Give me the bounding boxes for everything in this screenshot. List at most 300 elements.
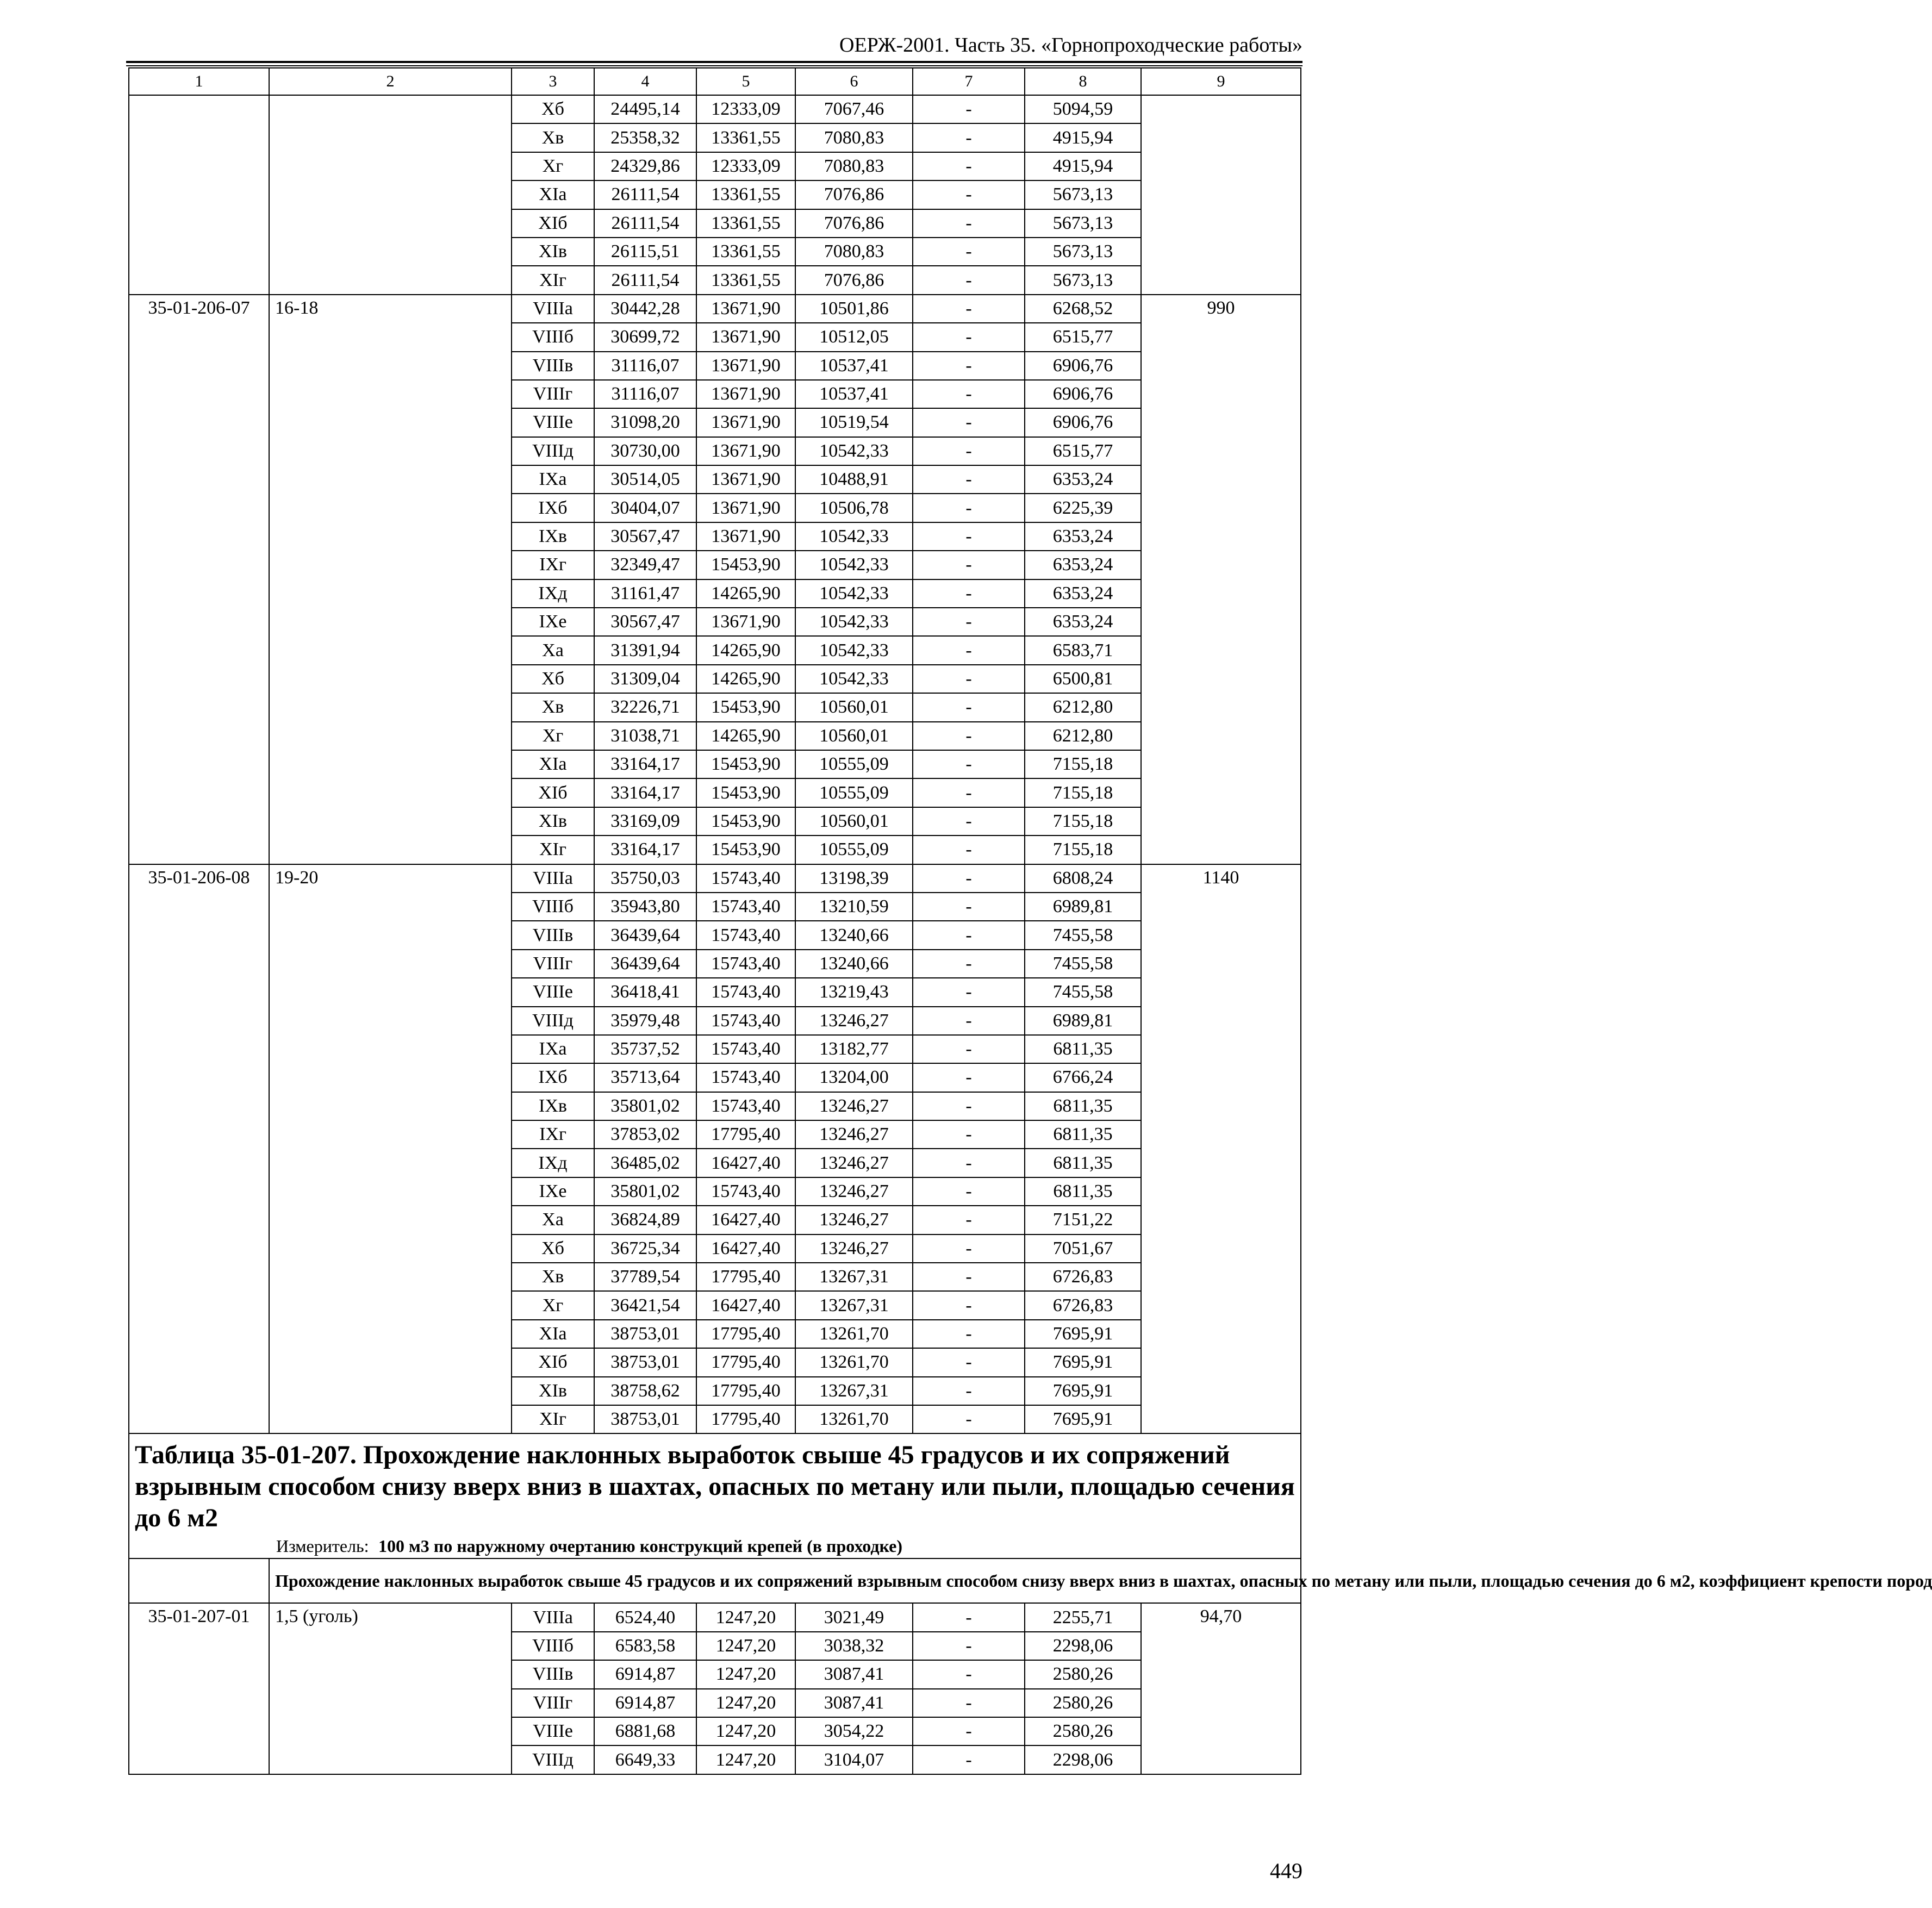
section-title-row [129,1433,1301,1558]
machine-cost-cell: 7080,83 [795,152,913,180]
driver-pay-cell: - [913,1063,1025,1092]
total-cost-cell: 33164,17 [594,778,696,807]
category-cell: ХIв [512,1377,594,1405]
labor-cost-cell: 13671,90 [696,522,795,551]
driver-pay-cell: - [913,579,1025,608]
materials-cost-cell: 6811,35 [1025,1035,1141,1063]
column-number-cell: 5 [696,68,795,95]
machine-cost-cell: 10519,54 [795,408,913,437]
category-cell: VIIIв [512,921,594,949]
hardness-cell: 19-20 [269,864,512,1434]
machine-cost-cell: 10542,33 [795,522,913,551]
column-number-cell: 9 [1141,68,1301,95]
machine-cost-cell: 7080,83 [795,238,913,266]
driver-pay-cell: - [913,1320,1025,1348]
labor-hours-cell: 990 [1141,295,1301,864]
total-cost-cell: 33164,17 [594,835,696,864]
materials-cost-cell: 7155,18 [1025,778,1141,807]
materials-cost-cell: 5094,59 [1025,95,1141,123]
machine-cost-cell: 10537,41 [795,352,913,380]
materials-cost-cell: 6515,77 [1025,437,1141,465]
machine-cost-cell: 10555,09 [795,778,913,807]
labor-cost-cell: 15453,90 [696,835,795,864]
materials-cost-cell: 6212,80 [1025,722,1141,750]
total-cost-cell: 37853,02 [594,1120,696,1149]
materials-cost-cell: 2298,06 [1025,1745,1141,1774]
driver-pay-cell: - [913,1120,1025,1149]
materials-cost-cell: 5673,13 [1025,180,1141,209]
driver-pay-cell: - [913,1263,1025,1291]
driver-pay-cell: - [913,123,1025,152]
driver-pay-cell: - [913,1206,1025,1234]
category-cell: VIIIд [512,1007,594,1035]
category-cell: ХIв [512,238,594,266]
materials-cost-cell: 7695,91 [1025,1377,1141,1405]
labor-cost-cell: 15743,40 [696,1092,795,1120]
total-cost-cell: 31309,04 [594,665,696,693]
table-row [129,95,1301,123]
category-cell: VIIIе [512,1717,594,1745]
total-cost-cell: 32349,47 [594,551,696,579]
category-cell: VIIIд [512,1745,594,1774]
total-cost-cell: 36439,64 [594,950,696,978]
category-cell: Хв [512,693,594,721]
total-cost-cell: 31038,71 [594,722,696,750]
category-cell: VIIIе [512,408,594,437]
labor-cost-cell: 17795,40 [696,1348,795,1376]
column-number-cell: 4 [594,68,696,95]
materials-cost-cell: 6500,81 [1025,665,1141,693]
total-cost-cell: 35737,52 [594,1035,696,1063]
total-cost-cell: 33164,17 [594,750,696,778]
machine-cost-cell: 13198,39 [795,864,913,893]
total-cost-cell: 35750,03 [594,864,696,893]
machine-cost-cell: 13240,66 [795,950,913,978]
category-cell: IХа [512,465,594,494]
total-cost-cell: 6649,33 [594,1745,696,1774]
materials-cost-cell: 6726,83 [1025,1291,1141,1319]
labor-cost-cell: 15743,40 [696,950,795,978]
driver-pay-cell: - [913,1348,1025,1376]
total-cost-cell: 36485,02 [594,1149,696,1177]
category-cell: ХIб [512,209,594,238]
labor-cost-cell: 14265,90 [696,636,795,664]
materials-cost-cell: 7695,91 [1025,1320,1141,1348]
labor-cost-cell: 14265,90 [696,665,795,693]
driver-pay-cell: - [913,921,1025,949]
materials-cost-cell: 7151,22 [1025,1206,1141,1234]
labor-cost-cell: 16427,40 [696,1149,795,1177]
category-cell: IХб [512,1063,594,1092]
total-cost-cell: 30567,47 [594,608,696,636]
category-cell: IХг [512,1120,594,1149]
labor-cost-cell: 13671,90 [696,408,795,437]
category-cell: ХIб [512,1348,594,1376]
materials-cost-cell: 6811,35 [1025,1149,1141,1177]
driver-pay-cell: - [913,1035,1025,1063]
machine-cost-cell: 13240,66 [795,921,913,949]
column-number-row [129,68,1301,95]
materials-cost-cell: 6906,76 [1025,408,1141,437]
materials-cost-cell: 7455,58 [1025,921,1141,949]
machine-cost-cell: 13246,27 [795,1177,913,1206]
category-cell: VIIIа [512,1603,594,1631]
machine-cost-cell: 10506,78 [795,494,913,522]
driver-pay-cell: - [913,1149,1025,1177]
machine-cost-cell: 10542,33 [795,437,913,465]
column-number-cell: 3 [512,68,594,95]
materials-cost-cell: 6212,80 [1025,693,1141,721]
machine-cost-cell: 13246,27 [795,1206,913,1234]
labor-cost-cell: 15743,40 [696,978,795,1006]
machine-cost-cell: 10537,41 [795,380,913,408]
total-cost-cell: 38753,01 [594,1405,696,1433]
total-cost-cell: 36421,54 [594,1291,696,1319]
labor-cost-cell: 15743,40 [696,864,795,893]
column-number-cell: 2 [269,68,512,95]
driver-pay-cell: - [913,1291,1025,1319]
materials-cost-cell: 2298,06 [1025,1632,1141,1660]
category-cell: ХIа [512,180,594,209]
category-cell: Хг [512,722,594,750]
labor-cost-cell: 15743,40 [696,1035,795,1063]
total-cost-cell: 26111,54 [594,266,696,294]
table-row [129,295,1301,323]
machine-cost-cell: 13204,00 [795,1063,913,1092]
labor-cost-cell: 17795,40 [696,1263,795,1291]
total-cost-cell: 31161,47 [594,579,696,608]
machine-cost-cell: 13261,70 [795,1348,913,1376]
materials-cost-cell: 7455,58 [1025,950,1141,978]
machine-cost-cell: 10542,33 [795,665,913,693]
machine-cost-cell: 13246,27 [795,1007,913,1035]
machine-cost-cell: 3021,49 [795,1603,913,1631]
machine-cost-cell: 13267,31 [795,1291,913,1319]
category-cell: VIIIв [512,352,594,380]
total-cost-cell: 6914,87 [594,1660,696,1688]
labor-hours-cell: 1140 [1141,864,1301,1434]
labor-cost-cell: 17795,40 [696,1405,795,1433]
materials-cost-cell: 6268,52 [1025,295,1141,323]
labor-cost-cell: 13361,55 [696,123,795,152]
total-cost-cell: 36824,89 [594,1206,696,1234]
total-cost-cell: 26111,54 [594,180,696,209]
labor-cost-cell: 15453,90 [696,693,795,721]
category-cell: IХа [512,1035,594,1063]
labor-cost-cell: 15453,90 [696,807,795,835]
total-cost-cell: 6524,40 [594,1603,696,1631]
machine-cost-cell: 7076,86 [795,266,913,294]
driver-pay-cell: - [913,750,1025,778]
section-title-cell [129,1433,1301,1558]
driver-pay-cell: - [913,1632,1025,1660]
materials-cost-cell: 7155,18 [1025,750,1141,778]
total-cost-cell: 30699,72 [594,323,696,351]
column-number-cell: 1 [129,68,269,95]
category-cell: VIIIг [512,950,594,978]
hardness-cell: 16-18 [269,295,512,864]
category-cell: IХв [512,1092,594,1120]
machine-cost-cell: 13246,27 [795,1149,913,1177]
total-cost-cell: 38753,01 [594,1348,696,1376]
machine-cost-cell: 10542,33 [795,608,913,636]
driver-pay-cell: - [913,1007,1025,1035]
total-cost-cell: 26115,51 [594,238,696,266]
driver-pay-cell: - [913,807,1025,835]
machine-cost-cell: 7076,86 [795,180,913,209]
total-cost-cell: 30514,05 [594,465,696,494]
driver-pay-cell: - [913,522,1025,551]
category-cell: Хб [512,1234,594,1263]
driver-pay-cell: - [913,950,1025,978]
driver-pay-cell: - [913,380,1025,408]
labor-cost-cell: 13361,55 [696,238,795,266]
category-cell: Хг [512,152,594,180]
total-cost-cell: 24329,86 [594,152,696,180]
total-cost-cell: 30404,07 [594,494,696,522]
category-cell: ХIб [512,778,594,807]
driver-pay-cell: - [913,864,1025,893]
page-number: 449 [1270,1859,1302,1883]
labor-hours-cell [1141,95,1301,295]
materials-cost-cell: 6353,24 [1025,522,1141,551]
driver-pay-cell: - [913,1660,1025,1688]
category-cell: ХIа [512,1320,594,1348]
labor-cost-cell: 15743,40 [696,1063,795,1092]
driver-pay-cell: - [913,636,1025,664]
driver-pay-cell: - [913,295,1025,323]
labor-cost-cell: 15743,40 [696,1007,795,1035]
materials-cost-cell: 6811,35 [1025,1177,1141,1206]
machine-cost-cell: 3087,41 [795,1660,913,1688]
materials-cost-cell: 6225,39 [1025,494,1141,522]
materials-cost-cell: 6353,24 [1025,551,1141,579]
column-number-cell: 6 [795,68,913,95]
driver-pay-cell: - [913,352,1025,380]
labor-cost-cell: 13671,90 [696,608,795,636]
materials-cost-cell: 6989,81 [1025,893,1141,921]
materials-cost-cell: 4915,94 [1025,123,1141,152]
total-cost-cell: 26111,54 [594,209,696,238]
materials-cost-cell: 7051,67 [1025,1234,1141,1263]
category-cell: VIIIе [512,978,594,1006]
materials-cost-cell: 7155,18 [1025,835,1141,864]
driver-pay-cell: - [913,722,1025,750]
machine-cost-cell: 13219,43 [795,978,913,1006]
code-cell [129,95,269,295]
materials-cost-cell: 5673,13 [1025,209,1141,238]
total-cost-cell: 36725,34 [594,1234,696,1263]
category-cell: VIIIд [512,437,594,465]
category-cell: IХе [512,608,594,636]
driver-pay-cell: - [913,95,1025,123]
total-cost-cell: 38758,62 [594,1377,696,1405]
total-cost-cell: 6914,87 [594,1689,696,1717]
category-cell: VIIIа [512,864,594,893]
price-table [128,67,1932,1775]
category-cell: Ха [512,1206,594,1234]
labor-cost-cell: 1247,20 [696,1632,795,1660]
category-cell: VIIIг [512,1689,594,1717]
category-cell: ХIв [512,807,594,835]
total-cost-cell: 38753,01 [594,1320,696,1348]
materials-cost-cell: 6906,76 [1025,380,1141,408]
driver-pay-cell: - [913,835,1025,864]
materials-cost-cell: 6989,81 [1025,1007,1141,1035]
column-number-cell: 7 [913,68,1025,95]
description-cell: Прохождение наклонных выработок свыше 45 градусов и их сопряжений взрывным способом снизу вверх вниз в шахтах, опасных по метану или пыли, площадью сечения до 6 м2, коэффициент крепости пород [269,1558,1301,1603]
total-cost-cell: 31098,20 [594,408,696,437]
machine-cost-cell: 10555,09 [795,750,913,778]
labor-hours-cell: 94,70 [1141,1603,1301,1774]
total-cost-cell: 32226,71 [594,693,696,721]
labor-cost-cell: 16427,40 [696,1234,795,1263]
driver-pay-cell: - [913,465,1025,494]
machine-cost-cell: 7080,83 [795,123,913,152]
measure-value: 100 м3 по наружному очертанию конструкций крепей (в проходке) [378,1536,903,1556]
total-cost-cell: 35943,80 [594,893,696,921]
machine-cost-cell: 13210,59 [795,893,913,921]
driver-pay-cell: - [913,1177,1025,1206]
driver-pay-cell: - [913,152,1025,180]
materials-cost-cell: 7155,18 [1025,807,1141,835]
labor-cost-cell: 13671,90 [696,352,795,380]
code-cell: 35-01-207-01 [129,1603,269,1774]
machine-cost-cell: 10555,09 [795,835,913,864]
machine-cost-cell: 13267,31 [795,1377,913,1405]
measure-label: Измеритель: [276,1536,369,1556]
header-rule-thin [126,65,1302,66]
driver-pay-cell: - [913,1603,1025,1631]
labor-cost-cell: 17795,40 [696,1320,795,1348]
driver-pay-cell: - [913,437,1025,465]
materials-cost-cell: 6766,24 [1025,1063,1141,1092]
labor-cost-cell: 1247,20 [696,1660,795,1688]
total-cost-cell: 36418,41 [594,978,696,1006]
driver-pay-cell: - [913,978,1025,1006]
machine-cost-cell: 10512,05 [795,323,913,351]
driver-pay-cell: - [913,238,1025,266]
driver-pay-cell: - [913,551,1025,579]
total-cost-cell: 31116,07 [594,380,696,408]
total-cost-cell: 30567,47 [594,522,696,551]
materials-cost-cell: 6811,35 [1025,1092,1141,1120]
total-cost-cell: 6881,68 [594,1717,696,1745]
category-cell: Ха [512,636,594,664]
machine-cost-cell: 13246,27 [795,1234,913,1263]
materials-cost-cell: 5673,13 [1025,266,1141,294]
labor-cost-cell: 13361,55 [696,180,795,209]
machine-cost-cell: 13267,31 [795,1263,913,1291]
materials-cost-cell: 6353,24 [1025,608,1141,636]
labor-cost-cell: 14265,90 [696,722,795,750]
labor-cost-cell: 15453,90 [696,551,795,579]
labor-cost-cell: 13361,55 [696,209,795,238]
driver-pay-cell: - [913,1234,1025,1263]
driver-pay-cell: - [913,209,1025,238]
driver-pay-cell: - [913,665,1025,693]
total-cost-cell: 35979,48 [594,1007,696,1035]
machine-cost-cell: 13182,77 [795,1035,913,1063]
driver-pay-cell: - [913,180,1025,209]
machine-cost-cell: 7067,46 [795,95,913,123]
hardness-cell: 1,5 (уголь) [269,1603,512,1774]
total-cost-cell: 35801,02 [594,1177,696,1206]
labor-cost-cell: 13671,90 [696,323,795,351]
driver-pay-cell: - [913,1689,1025,1717]
category-cell: IХд [512,1149,594,1177]
machine-cost-cell: 3054,22 [795,1717,913,1745]
driver-pay-cell: - [913,693,1025,721]
category-cell: IХв [512,522,594,551]
materials-cost-cell: 2580,26 [1025,1717,1141,1745]
labor-cost-cell: 17795,40 [696,1377,795,1405]
driver-pay-cell: - [913,1405,1025,1433]
category-cell: IХе [512,1177,594,1206]
materials-cost-cell: 6515,77 [1025,323,1141,351]
page-header: ОЕРЖ-2001. Часть 35. «Горнопроходческие работы» [839,34,1302,57]
category-cell: ХIг [512,835,594,864]
total-cost-cell: 30442,28 [594,295,696,323]
total-cost-cell: 35713,64 [594,1063,696,1092]
machine-cost-cell: 3038,32 [795,1632,913,1660]
table-row [129,864,1301,893]
machine-cost-cell: 7076,86 [795,209,913,238]
labor-cost-cell: 1247,20 [696,1689,795,1717]
materials-cost-cell: 6808,24 [1025,864,1141,893]
total-cost-cell: 31391,94 [594,636,696,664]
materials-cost-cell: 6726,83 [1025,1263,1141,1291]
labor-cost-cell: 14265,90 [696,579,795,608]
measure-line [276,1534,1295,1558]
total-cost-cell: 36439,64 [594,921,696,949]
code-cell: 35-01-206-08 [129,864,269,1434]
labor-cost-cell: 13671,90 [696,437,795,465]
labor-cost-cell: 1247,20 [696,1717,795,1745]
total-cost-cell: 6583,58 [594,1632,696,1660]
code-cell [129,1558,269,1603]
machine-cost-cell: 13261,70 [795,1405,913,1433]
category-cell: VIIIб [512,323,594,351]
driver-pay-cell: - [913,608,1025,636]
total-cost-cell: 31116,07 [594,352,696,380]
machine-cost-cell: 13261,70 [795,1320,913,1348]
column-number-cell: 8 [1025,68,1141,95]
machine-cost-cell: 13246,27 [795,1092,913,1120]
hardness-cell [269,95,512,295]
total-cost-cell: 30730,00 [594,437,696,465]
category-cell: Хв [512,123,594,152]
labor-cost-cell: 15453,90 [696,778,795,807]
category-cell: VIIIв [512,1660,594,1688]
machine-cost-cell: 3104,07 [795,1745,913,1774]
total-cost-cell: 35801,02 [594,1092,696,1120]
materials-cost-cell: 7455,58 [1025,978,1141,1006]
code-cell: 35-01-206-07 [129,295,269,864]
machine-cost-cell: 10542,33 [795,636,913,664]
header-rule [126,61,1302,63]
materials-cost-cell: 6583,71 [1025,636,1141,664]
driver-pay-cell: - [913,1092,1025,1120]
materials-cost-cell: 4915,94 [1025,152,1141,180]
category-cell: Хг [512,1291,594,1319]
labor-cost-cell: 13671,90 [696,380,795,408]
table-title: Таблица 35-01-207. Прохождение наклонных выработок свыше 45 градусов и их сопряжений взрывным способом снизу вверх вниз в шахтах, опасных по метану или пыли, площадью сечения до 6 м2 [135,1441,1295,1533]
materials-cost-cell: 2580,26 [1025,1660,1141,1688]
driver-pay-cell: - [913,408,1025,437]
category-cell: VIIIб [512,893,594,921]
category-cell: ХIа [512,750,594,778]
